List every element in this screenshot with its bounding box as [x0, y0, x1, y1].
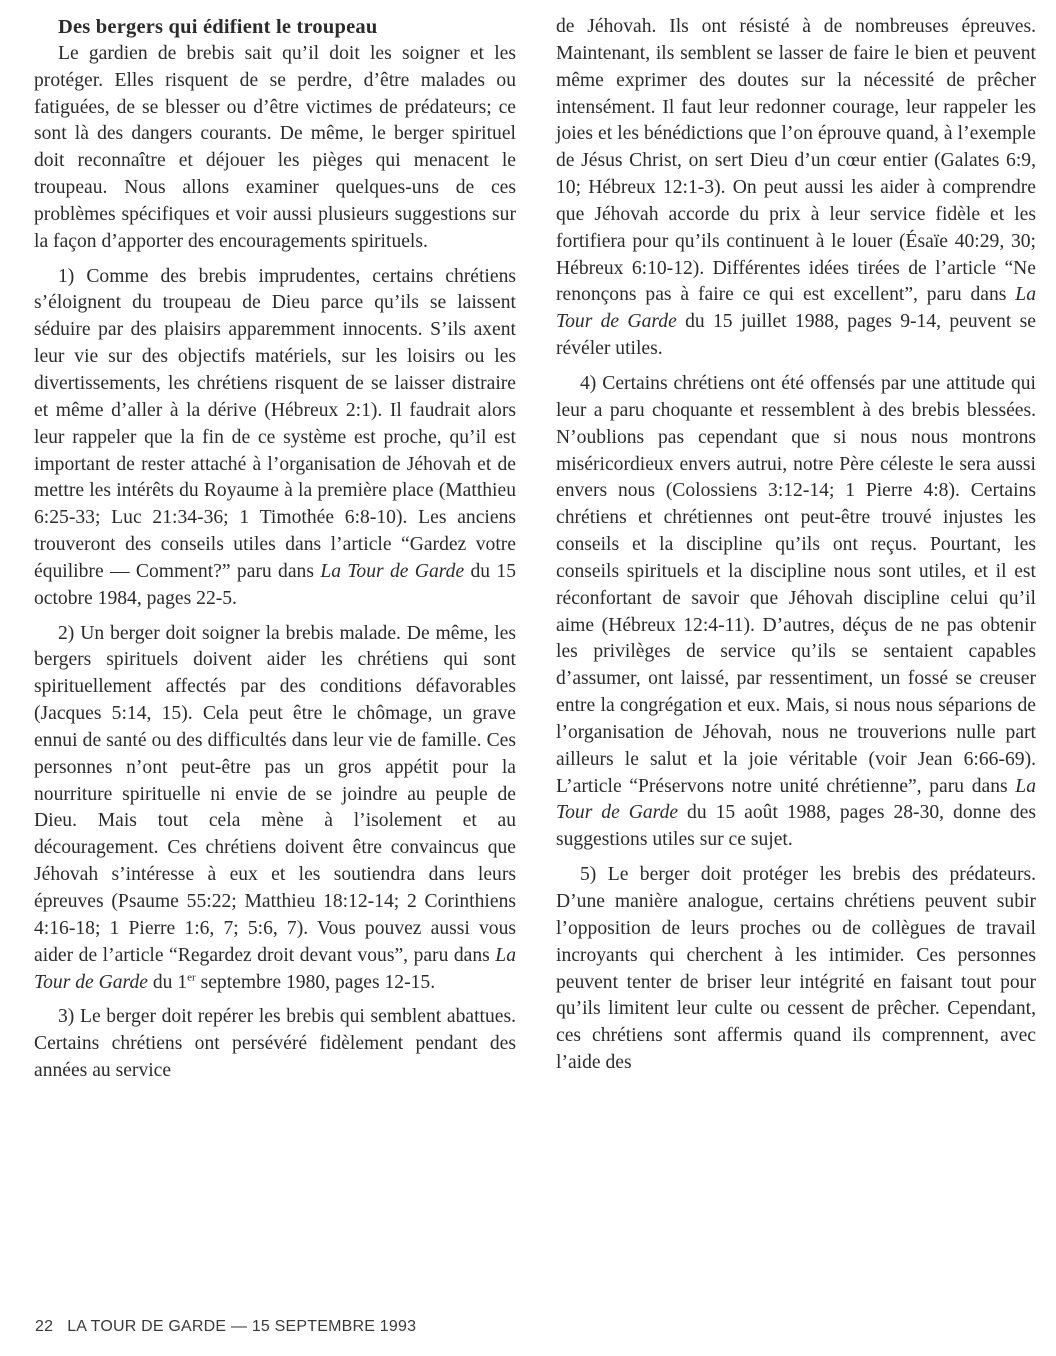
- paragraph-4-text-a: 4) Certains chrétiens ont été offensés par une attitude qui leur a paru choquante et ressemblent à des brebis blessées. N’oublions pas cependant que si nous nous montrons miséricordieux envers autrui, notre Père céleste le sera aussi envers nous (Colossiens 3:12-14; 1 Pierre 4:8). Certains chrétiens et chrétiennes ont peut-être trouvé injustes les conseils et la discipline qu’ils ont reçus. Pourtant, les conseils spirituels et la discipline nous sont utiles, et il est réconfortant de savoir que Jéhovah discipline celui qu’il aime (Hébreux 12:4-11). D’autres, déçus de ne pas obtenir les privilèges de service qu’ils se sentaient capables d’assumer, ont laissé, par ressentiment, un fossé se creuser entre la congrégation et eux. Mais, si nous nous séparions de l’organisation de Jéhovah, nous ne trouverions nulle part ailleurs le salut et la joie véritable (voir Jean 6:66-69). L’article “Préservons notre unité chrétienne”, paru dans: [556, 372, 1036, 797]
- paragraph-5: 5) Le berger doit protéger les brebis des prédateurs. D’une manière analogue, certains chrétiens peuvent subir l’opposition de leurs proches ou de collègues de travail incroyants qui cherchent à les intimider. Ces personnes peuvent tenter de briser leur intégrité en faisant tout pour qu’ils limitent leur culte ou cessent de prêcher. Cependant, ces chrétiens sont affermis quand ils comprennent, avec l’aide des: [556, 864, 1036, 1074]
- page-footer: [35, 1318, 416, 1336]
- publication-title-ref: La Tour de Garde: [556, 775, 1036, 824]
- paragraph-3-cont-text-a: de Jéhovah. Ils ont résisté à de nombreuses épreuves. Maintenant, ils semblent se lasser de faire le bien et peuvent même exprimer des doutes sur la nécessité de prêcher intensément. Il faut leur redonner courage, leur rappeler les joies et les bénédictions que l’on éprouve quand, à l’exemple de Jésus Christ, on sert Dieu d’un cœur entier (Galates 6:9, 10; Hébreux 12:1-3). On peut aussi les aider à comprendre que Jéhovah accorde du prix à leur service fidèle et les fortifiera pour qu’ils continuent à le louer (Ésaïe 40:29, 30; Hébreux 6:10-12). Différentes idées tirées de l’article “Ne renonçons pas à faire ce qui est excellent”, paru dans: [556, 16, 1036, 306]
- paragraph-1-text-b: du 15 octobre 1984, pages 22-5.: [34, 560, 517, 609]
- publication-title-ref: La Tour de Garde: [34, 944, 516, 993]
- section-heading: Des bergers qui édifient le troupeau: [58, 16, 378, 38]
- page-number: 22: [35, 1318, 54, 1335]
- paragraph-4-text-b: du 15 août 1988, pages 28-30, donne des suggestions utiles sur ce sujet.: [556, 802, 1036, 851]
- paragraph-4: [556, 371, 1036, 854]
- paragraph-2-text-c: septembre 1980, pages 12-15.: [195, 971, 436, 993]
- left-column: [34, 14, 516, 1093]
- paragraph-1: [34, 264, 516, 613]
- publication-name: LA TOUR DE GARDE — 15 SEPTEMBRE 1993: [67, 1318, 417, 1335]
- publication-title-ref: La Tour de Garde: [320, 560, 465, 582]
- paragraph-2: [34, 621, 516, 997]
- paragraph-3: 3) Le berger doit repérer les brebis qui semblent abattues. Certains chrétiens ont persévéré fidèlement pendant des années au service: [34, 1006, 516, 1082]
- paragraph-3-cont-text-b: du 15 juillet 1988, pages 9-14, peuvent se révéler utiles.: [556, 311, 1036, 360]
- paragraph-1-text-a: 1) Comme des brebis imprudentes, certains chrétiens s’éloignent du troupeau de Dieu parce qu’ils se laissent séduire par des plaisirs apparemment innocents. S’ils axent leur vie sur des objectifs matériels, sur les loisirs ou les divertissements, les chrétiens risquent de se laisser distraire et même d’aller à la dérive (Hébreux 2:1). Il faudrait alors leur rappeler que la fin de ce système est proche, qu’il est important de rester attaché à l’organisation de Jéhovah et de mettre les intérêts du Royaume à la première place (Matthieu 6:25-33; Luc 21:34-36; 1 Timothée 6:8-10). Les anciens trouveront des conseils utiles dans l’article “Gardez votre équilibre — Comment?” paru dans: [34, 265, 516, 582]
- paragraph-2-text-a: 2) Un berger doit soigner la brebis malade. De même, les bergers spirituels doivent aider les chrétiens qui sont spirituellement affectés par des conditions défavorables (Jacques 5:14, 15). Cela peut être le chômage, un grave ennui de santé ou des difficultés dans leur vie de famille. Ces personnes n’ont peut-être pas un gros appétit pour la nourriture spirituelle ni envie de se joindre au peuple de Dieu. Mais tout cela mène à l’isolement et au découragement. Ces chrétiens doivent être convaincus que Jéhovah s’intéresse à eux et les soutiendra dans leurs épreuves (Psaume 55:22; Matthieu 18:12-14; 2 Corinthiens 4:16-18; 1 Pierre 1:6, 7; 5:6, 7). Vous pouvez aussi vous aider de l’article “Regardez droit devant vous”, paru dans: [34, 622, 516, 966]
- ordinal-superscript: er: [187, 971, 196, 983]
- right-column: [556, 14, 1036, 1085]
- intro-paragraph: Le gardien de brebis sait qu’il doit les soigner et les protéger. Elles risquent de se perdre, d’être malades ou fatiguées, de se blesser ou d’être victimes de prédateurs; ce sont là des dangers courants. De même, le berger spirituel doit reconnaître et déjouer les pièges qui menacent le troupeau. Nous allons examiner quelques-uns de ces problèmes spécifiques et voir aussi plusieurs suggestions sur la façon d’apporter des encouragements spirituels.: [34, 42, 516, 252]
- publication-title-ref: La Tour de Garde: [556, 284, 1036, 333]
- paragraph-3-continued: [556, 14, 1036, 363]
- paragraph-2-text-b: du 1: [147, 971, 188, 993]
